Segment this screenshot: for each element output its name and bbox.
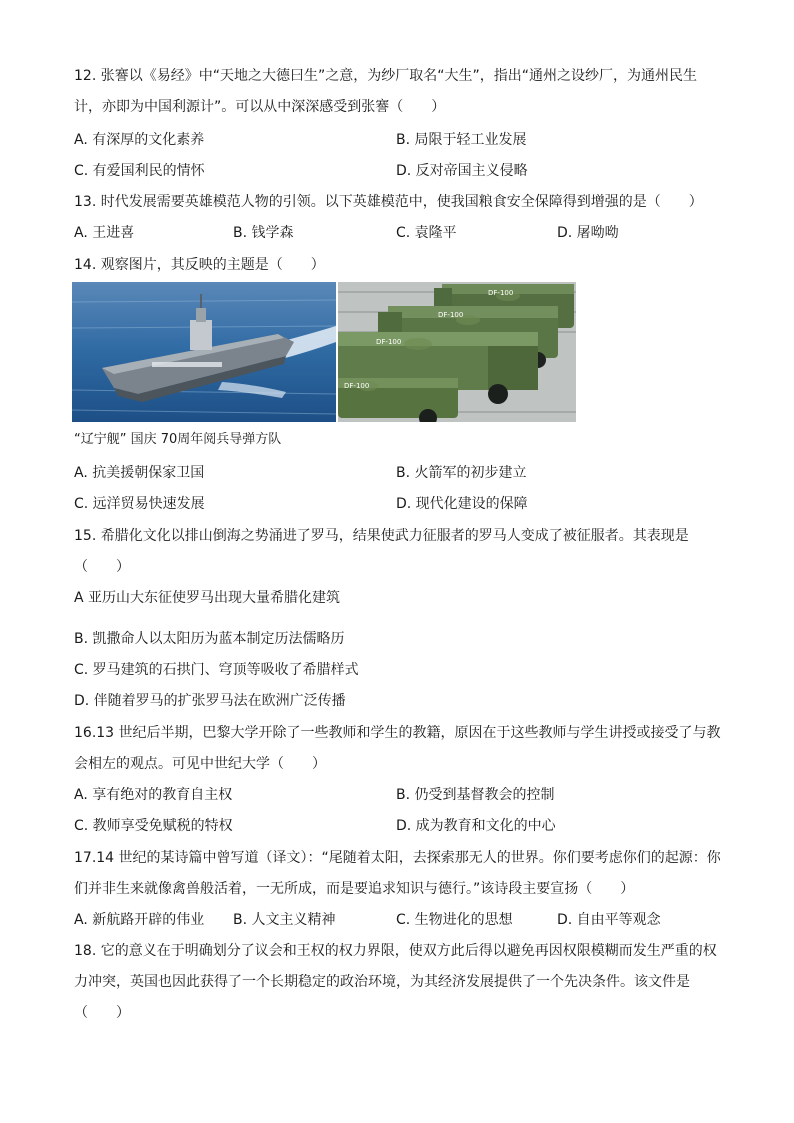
q12-option-b: B. 局限于轻工业发展 bbox=[396, 132, 527, 148]
truck-label: DF-100 bbox=[438, 311, 464, 319]
q18-stem-line1: 18. 它的意义在于明确划分了议会和王权的权力界限，使双方此后得以避免再因权限模糊而发生严重的权 bbox=[74, 943, 717, 959]
q15-option-a: A 亚历山大东征使罗马出现大量希腊化建筑 bbox=[74, 590, 341, 606]
q12-stem-line2: 计，亦即为中国利源计”。可以从中深深感受到张謇（ ） bbox=[74, 99, 446, 115]
truck-label: DF-100 bbox=[344, 382, 370, 390]
q12-option-d: D. 反对帝国主义侵略 bbox=[396, 163, 528, 179]
q15-option-c: C. 罗马建筑的石拱门、穹顶等吸收了希腊样式 bbox=[74, 662, 359, 678]
q16-option-c: C. 教师享受免赋税的特权 bbox=[74, 818, 233, 834]
q13-option-b: B. 钱学森 bbox=[233, 225, 294, 241]
q18-stem-line2: 力冲突，英国也因此获得了一个长期稳定的政治环境，为其经济发展提供了一个先决条件。该文件是 bbox=[74, 974, 690, 990]
q14-stem: 14. 观察图片，其反映的主题是（ ） bbox=[74, 257, 325, 273]
truck-label: DF-100 bbox=[376, 338, 402, 346]
q15-stem-line2: （ ） bbox=[74, 559, 130, 575]
q15-option-b: B. 凯撒命人以太阳历为蓝本制定历法儒略历 bbox=[74, 631, 345, 647]
q17-stem-line1: 17.14 世纪的某诗篇中曾写道（译文）：“尾随着太阳，去探索那无人的世界。你们要考虑你们的起源：你 bbox=[74, 850, 721, 866]
q17-option-a: A. 新航路开辟的伟业 bbox=[74, 912, 205, 928]
q15-stem-line1: 15. 希腊化文化以排山倒海之势涌进了罗马，结果使武力征服者的罗马人变成了被征服者。其表现是 bbox=[74, 528, 689, 544]
q17-option-d: D. 自由平等观念 bbox=[557, 912, 661, 928]
q15-option-d: D. 伴随着罗马的扩张罗马法在欧洲广泛传播 bbox=[74, 693, 346, 709]
q16-stem-line1: 16.13 世纪后半期，巴黎大学开除了一些教师和学生的教籍，原因在于这些教师与学生讲授或接受了与教 bbox=[74, 725, 721, 741]
q17-stem-line2: 们并非生来就像禽兽般活着，一无所成，而是要追求知识与德行。”该诗段主要宣扬（ ） bbox=[74, 881, 635, 897]
q12-option-a: A. 有深厚的文化素养 bbox=[74, 132, 205, 148]
q16-option-b: B. 仍受到基督教会的控制 bbox=[396, 787, 555, 803]
missile-parade-photo bbox=[338, 282, 576, 422]
q14-option-d: D. 现代化建设的保障 bbox=[396, 496, 528, 512]
truck-label: DF-100 bbox=[488, 289, 514, 297]
q14-option-b: B. 火箭军的初步建立 bbox=[396, 465, 527, 481]
q12-stem-line1: 12. 张謇以《易经》中“天地之大德曰生”之意，为纱厂取名“大生”，指出“通州之设纱厂，为通州民生 bbox=[74, 68, 697, 84]
q13-option-c: C. 袁隆平 bbox=[396, 225, 457, 241]
q14-option-c: C. 远洋贸易快速发展 bbox=[74, 496, 205, 512]
q17-option-b: B. 人文主义精神 bbox=[233, 912, 336, 928]
q13-option-d: D. 屠呦呦 bbox=[557, 225, 619, 241]
q14-option-a: A. 抗美援朝保家卫国 bbox=[74, 465, 205, 481]
q12-option-c: C. 有爱国利民的情怀 bbox=[74, 163, 205, 179]
q14-photo-caption: “辽宁舰” 国庆 70周年阅兵导弹方队 bbox=[74, 432, 282, 447]
aircraft-carrier-photo bbox=[72, 282, 336, 422]
q13-option-a: A. 王进喜 bbox=[74, 225, 135, 241]
q16-stem-line2: 会相左的观点。可见中世纪大学（ ） bbox=[74, 756, 326, 772]
q17-option-c: C. 生物进化的思想 bbox=[396, 912, 513, 928]
q16-option-d: D. 成为教育和文化的中心 bbox=[396, 818, 556, 834]
q18-stem-line3: （ ） bbox=[74, 1005, 130, 1021]
q13-stem: 13. 时代发展需要英雄模范人物的引领。以下英雄模范中，使我国粮食安全保障得到增强的是（ ） bbox=[74, 194, 703, 210]
q16-option-a: A. 享有绝对的教育自主权 bbox=[74, 787, 233, 803]
